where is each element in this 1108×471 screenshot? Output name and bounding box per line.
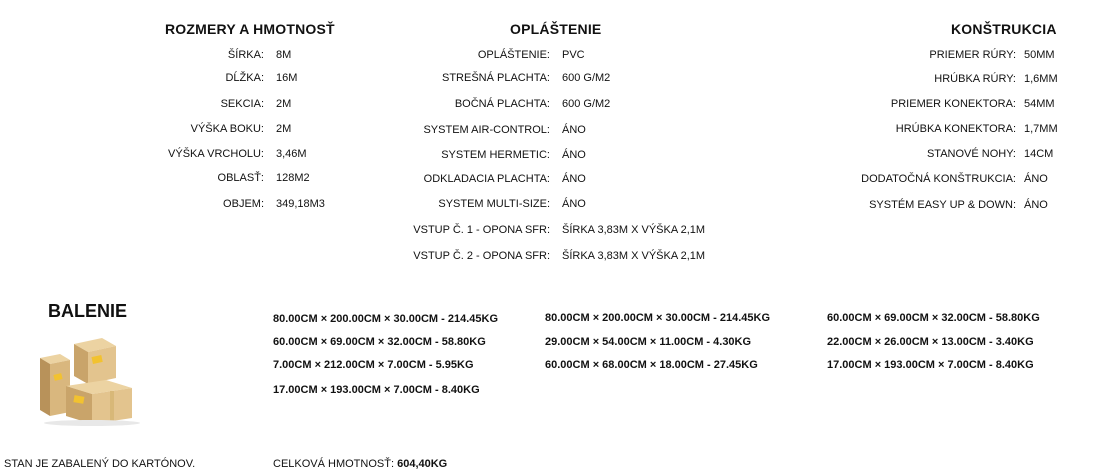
spec-value: 128M2 [276,172,310,184]
spec-label: HRÚBKA RÚRY: [934,73,1016,85]
spec-label: VSTUP Č. 2 - OPONA SFR: [413,250,550,262]
spec-value: 54MM [1024,98,1055,110]
spec-value: 16M [276,72,298,84]
spec-label: PRIEMER KONEKTORA: [890,98,1016,110]
total-weight [273,458,447,470]
package-item: 17.00CM × 193.00CM × 7.00CM - 8.40KG [827,359,1034,371]
spec-label: SYSTEM MULTI-SIZE: [438,198,550,210]
balenie-title: BALENIE [48,301,128,321]
spec-label: SYSTEM HERMETIC: [441,149,550,161]
spec-value: ÁNO [1024,199,1048,211]
spec-value: 600 G/M2 [562,98,611,110]
package-item: 17.00CM × 193.00CM × 7.00CM - 8.40KG [273,384,480,396]
spec-label: HRÚBKA KONEKTORA: [895,123,1016,135]
spec-value: 1,7MM [1024,123,1058,135]
spec-value: 600 G/M2 [562,72,611,84]
spec-label: OBJEM: [223,198,264,210]
spec-value: 2M [276,98,292,110]
section-title-konstrukcia: KONŠTRUKCIA [951,21,1057,37]
package-item: 60.00CM × 68.00CM × 18.00CM - 27.45KG [545,359,758,371]
package-item: 22.00CM × 26.00CM × 13.00CM - 3.40KG [827,336,1034,348]
spec-label: ODKLADACIA PLACHTA: [423,173,550,185]
spec-label: ŠÍRKA: [227,49,264,61]
spec-label: PRIEMER RÚRY: [929,49,1016,61]
spec-value: ÁNO [562,124,586,136]
spec-label: VÝŠKA BOKU: [190,123,264,135]
spec-label: BOČNÁ PLACHTA: [454,98,550,110]
package-item: 80.00CM × 200.00CM × 30.00CM - 214.45KG [273,313,499,325]
section-title-rozmery: ROZMERY A HMOTNOSŤ [165,21,335,37]
spec-label: OPLÁŠTENIE: [477,49,550,61]
spec-label: STANOVÉ NOHY: [926,148,1016,160]
package-item: 7.00CM × 212.00CM × 7.00CM - 5.95KG [273,359,474,371]
packaging-note: STAN JE ZABALENÝ DO KARTÓNOV. [4,458,196,470]
spec-label: STREŠNÁ PLACHTA: [442,72,550,84]
spec-label: VSTUP Č. 1 - OPONA SFR: [413,224,550,236]
spec-value: ÁNO [1024,173,1048,185]
spec-value: ÁNO [562,149,586,161]
spec-value: ŠÍRKA 3,83M X VÝŠKA 2,1M [562,224,706,236]
spec-label: DODATOČNÁ KONŠTRUKCIA: [861,173,1016,185]
spec-label: SEKCIA: [220,98,264,110]
spec-value: PVC [562,49,585,61]
spec-value: 3,46M [276,148,307,160]
spec-value: ŠÍRKA 3,83M X VÝŠKA 2,1M [562,250,706,262]
package-item: 60.00CM × 69.00CM × 32.00CM - 58.80KG [827,312,1040,324]
package-item: 80.00CM × 200.00CM × 30.00CM - 214.45KG [545,312,771,324]
spec-label: SYSTEM AIR-CONTROL: [423,124,550,136]
spec-value: ÁNO [562,173,586,185]
spec-value: 2M [276,123,292,135]
spec-value: 50MM [1024,49,1055,61]
total-weight-label: CELKOVÁ HMOTNOSŤ: [273,458,395,470]
spec-value: 14CM [1024,148,1054,160]
spec-label: VÝŠKA VRCHOLU: [168,148,264,160]
spec-label: DĹŽKA: [225,72,264,84]
section-title-oplastenie: OPLÁŠTENIE [510,21,602,37]
package-item: 60.00CM × 69.00CM × 32.00CM - 58.80KG [273,336,486,348]
spec-value: ÁNO [562,198,586,210]
spec-value: 1,6MM [1024,73,1058,85]
spec-label: OBLASŤ: [217,172,264,184]
package-item: 29.00CM × 54.00CM × 11.00CM - 4.30KG [545,336,752,348]
spec-value: 8M [276,49,292,61]
cardboard-boxes-icon [36,330,146,426]
spec-value: 349,18M3 [276,198,325,210]
total-weight-value: 604,40KG [397,458,448,470]
spec-label: SYSTÉM EASY UP & DOWN: [869,199,1016,211]
